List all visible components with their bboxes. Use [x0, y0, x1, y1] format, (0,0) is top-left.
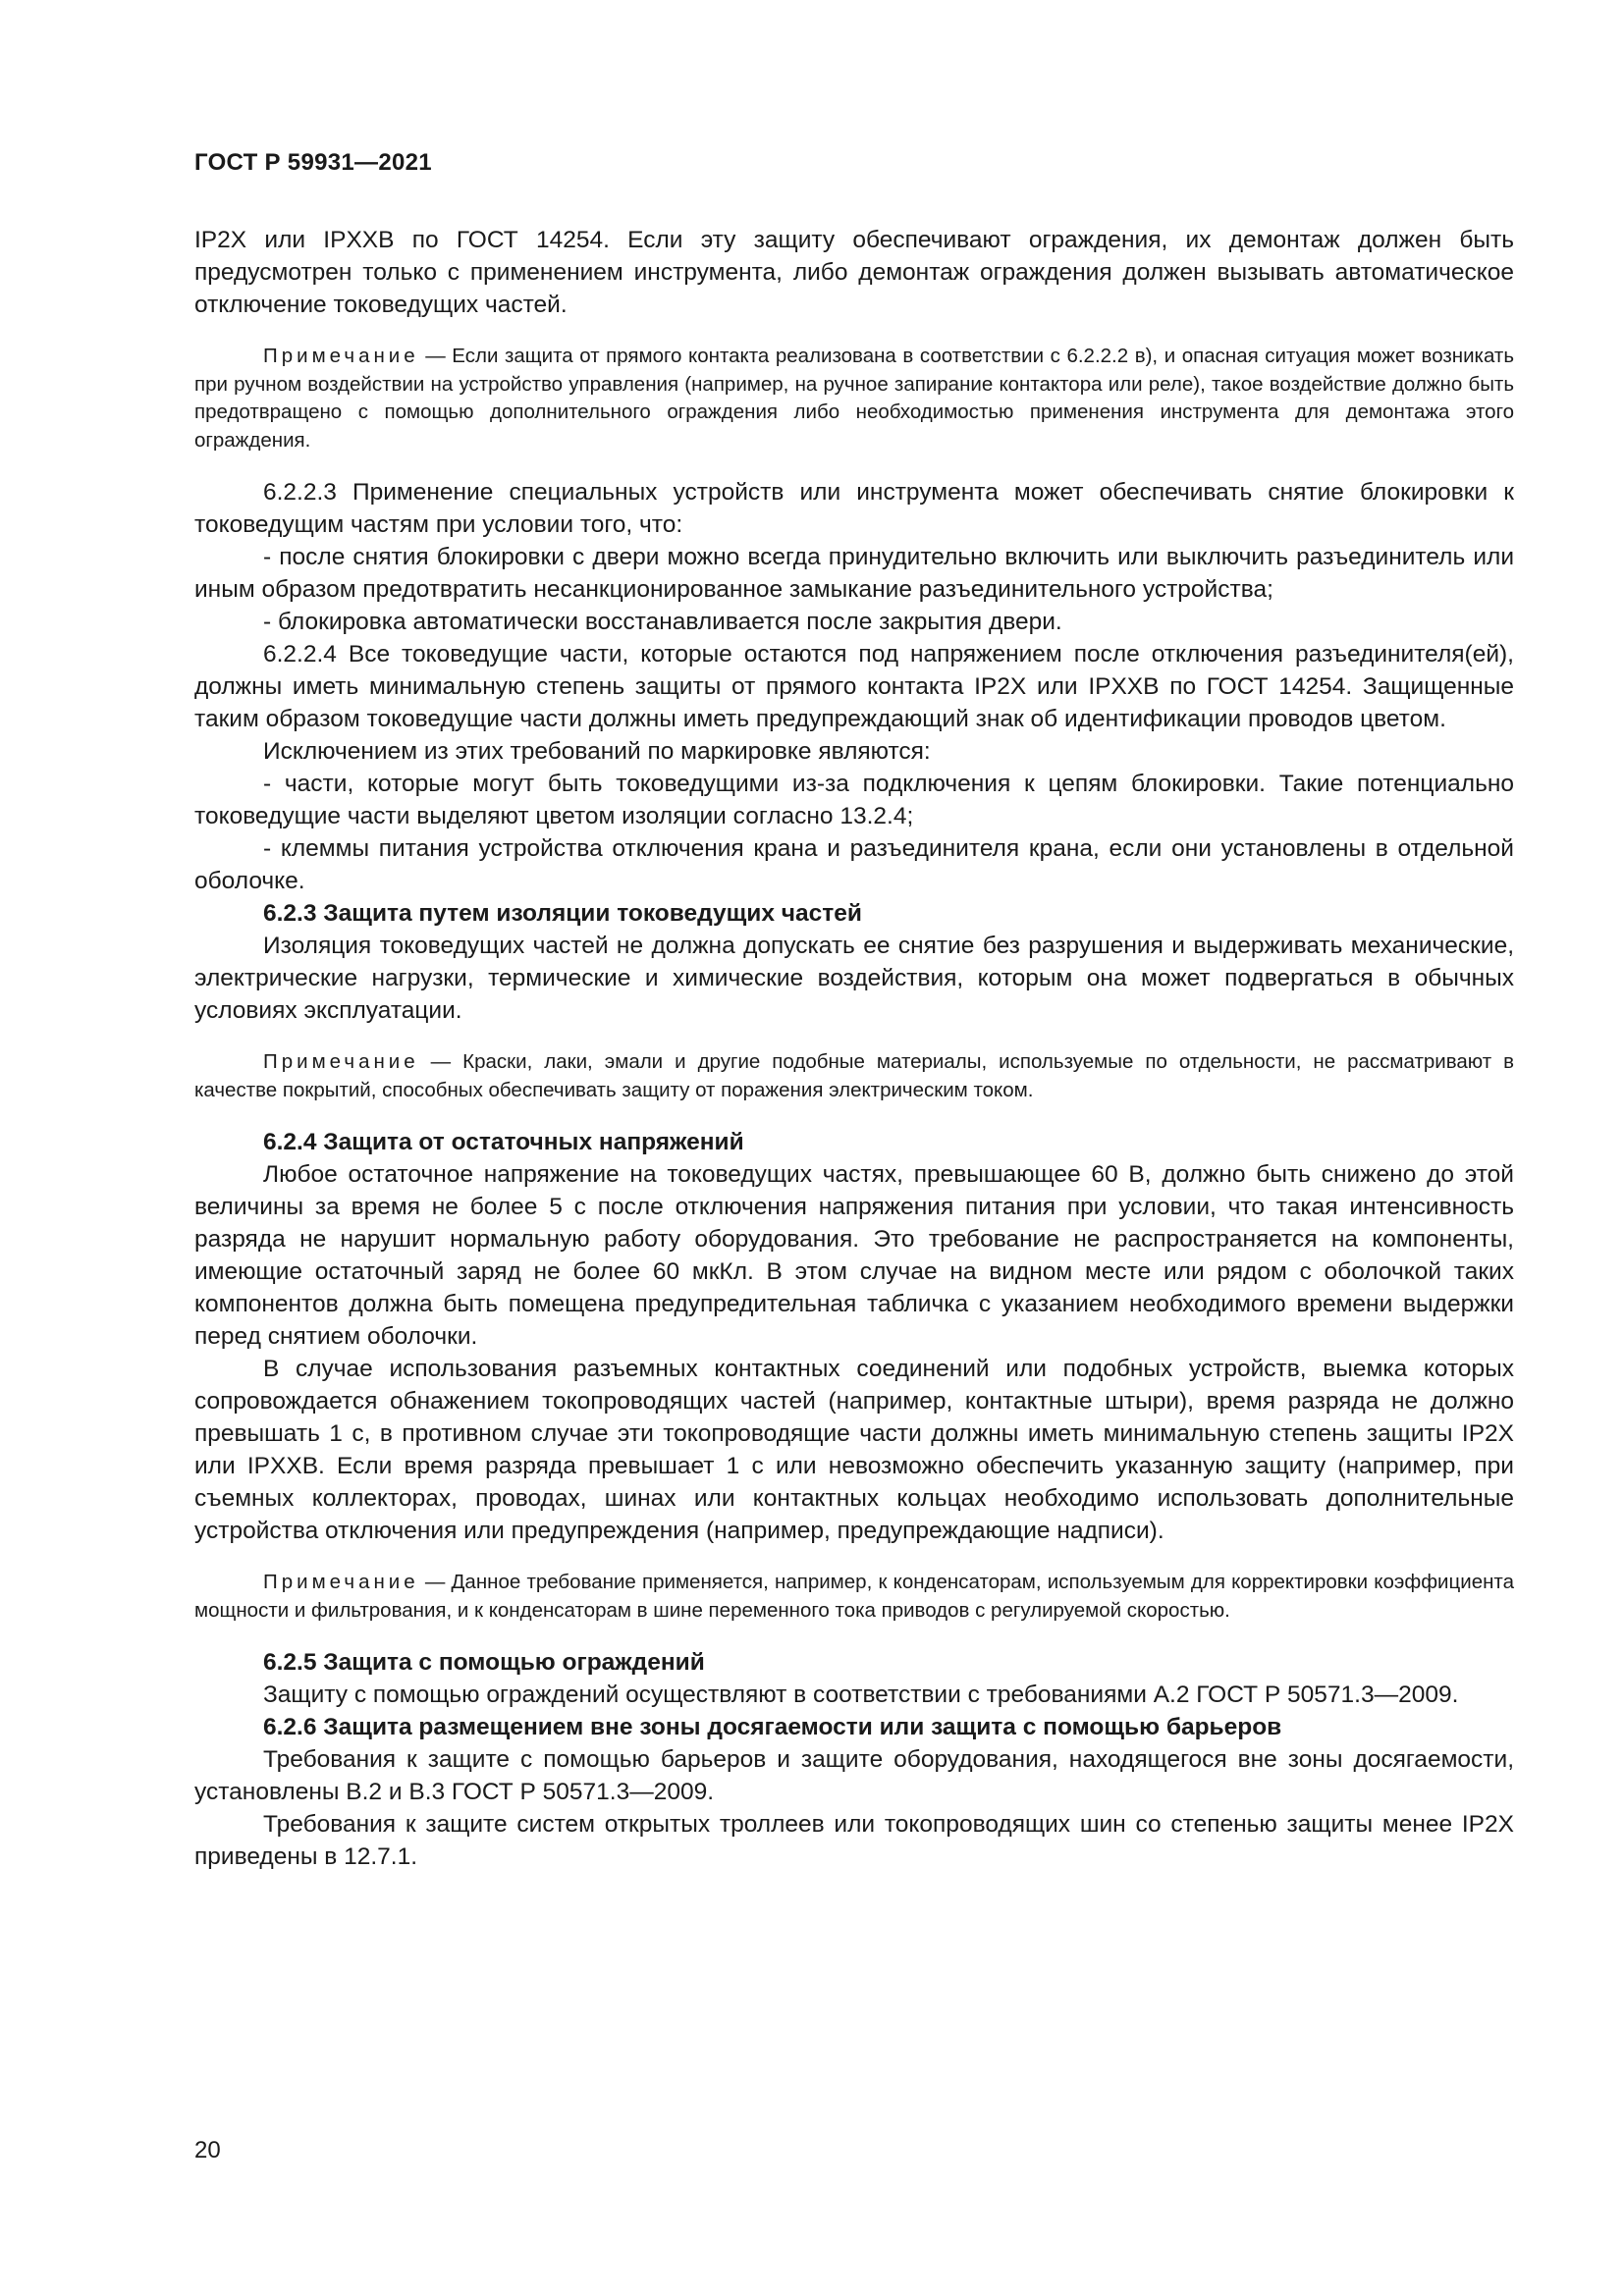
section-heading-6-2-6: 6.2.6 Защита размещением вне зоны досягаемости или защита с помощью барьеров: [263, 1714, 1282, 1740]
note-3: [194, 1569, 1514, 1625]
page-number: 20: [194, 2137, 221, 2163]
list-item: - после снятия блокировки с двери можно всегда принудительно включить или выключить разъединитель или иным образом предотвратить несанкционированное замыкание разъединительного устройства;: [194, 544, 1514, 603]
paragraph: Защиту с помощью ограждений осуществляют в соответствии с требованиями А.2 ГОСТ Р 50571.3—2009.: [263, 1682, 1459, 1708]
note-2: [194, 1048, 1514, 1104]
clause-6-2-2-3: 6.2.2.3 Применение специальных устройств или инструмента может обеспечивать снятие блокировки к токоведущим частям при условии того, что:: [194, 479, 1514, 538]
section-heading-6-2-3: 6.2.3 Защита путем изоляции токоведущих частей: [263, 900, 862, 927]
document-header: ГОСТ Р 59931—2021: [194, 149, 432, 176]
paragraph: Требования к защите с помощью барьеров и защите оборудования, находящегося вне зоны досягаемости, установлены В.2 и В.3 ГОСТ Р 50571.3—2009.: [194, 1746, 1514, 1805]
paragraph: Изоляция токоведущих частей не должна допускать ее снятие без разрушения и выдерживать механические, электрические нагрузки, термические и химические воздействия, которым она может подвергаться в обычных условиях эксплуатации.: [194, 933, 1514, 1024]
paragraph: В случае использования разъемных контактных соединений или подобных устройств, выемка которых сопровождается обнажением токопроводящих частей (например, контактные штыри), время разряда не должно превышать 1 с, в противном случае эти токопроводящие части должны иметь минимальную степень защиты IP2X или IPXXB. Если время разряда превышает 1 с или невозможно обеспечить указанную защиту (например, при съемных коллекторах, проводах, шинах или контактных кольцах необходимо использовать дополнительные устройства отключения или предупреждения (например, предупреждающие надписи).: [194, 1356, 1514, 1544]
note-text: — Данное требование применяется, например, к конденсаторам, используемым для корректировки коэффициента мощности и фильтрования, и к конденсаторам в шине переменного тока приводов с регулируемой скоростью.: [194, 1571, 1514, 1622]
exceptions-intro: Исключением из этих требований по маркировке являются:: [263, 738, 931, 765]
note-text: — Если защита от прямого контакта реализована в соответствии с 6.2.2.2 в), и опасная ситуация может возникать при ручном воздействии на устройство управления (например, на ручное запирание контактора или реле), такое воздействие должно быть предотвращено с помощью дополнительного ограждения либо необходимостью применения инструмента для демонтажа этого ограждения.: [194, 345, 1514, 452]
paragraph: Требования к защите систем открытых троллеев или токопроводящих шин со степенью защиты менее IP2X приведены в 12.7.1.: [194, 1811, 1514, 1870]
note-1: [194, 343, 1514, 454]
note-label: Примечание: [263, 1050, 419, 1073]
paragraph: Любое остаточное напряжение на токоведущих частях, превышающее 60 В, должно быть снижено до этой величины за время не более 5 с после отключения напряжения питания при условии, что такая интенсивность разряда не нарушит нормальную работу оборудования. Это требование не распространяется на компоненты, имеющие остаточный заряд не более 60 мкКл. В этом случае на видном месте или рядом с оболочкой таких компонентов должна быть помещена предупредительная табличка с указанием необходимого времени выдержки перед снятием оболочки.: [194, 1161, 1514, 1350]
note-text: — Краски, лаки, эмали и другие подобные материалы, используемые по отдельности, не рассматривают в качестве покрытий, способных обеспечивать защиту от поражения электрическим током.: [194, 1050, 1514, 1101]
clause-6-2-2-4: 6.2.2.4 Все токоведущие части, которые остаются под напряжением после отключения разъединителя(ей), должны иметь минимальную степень защиты от прямого контакта IP2X или IPXXB по ГОСТ 14254. Защищенные таким образом токоведущие части должны иметь предупреждающий знак об идентификации проводов цветом.: [194, 641, 1514, 732]
paragraph-continuation: IP2X или IPXXB по ГОСТ 14254. Если эту защиту обеспечивают ограждения, их демонтаж должен быть предусмотрен только с применением инструмента, либо демонтаж ограждения должен вызывать автоматическое отключение токоведущих частей.: [194, 227, 1514, 318]
list-item: - клеммы питания устройства отключения крана и разъединителя крана, если они установлены в отдельной оболочке.: [194, 835, 1514, 894]
section-heading-6-2-4: 6.2.4 Защита от остаточных напряжений: [263, 1129, 744, 1155]
note-label: Примечание: [263, 1571, 419, 1593]
list-item: - блокировка автоматически восстанавливается после закрытия двери.: [263, 609, 1062, 635]
note-label: Примечание: [263, 345, 419, 367]
document-body: [194, 224, 1514, 1873]
section-heading-6-2-5: 6.2.5 Защита с помощью ограждений: [263, 1649, 705, 1676]
list-item: - части, которые могут быть токоведущими из-за подключения к цепям блокировки. Такие потенциально токоведущие части выделяют цветом изоляции согласно 13.2.4;: [194, 771, 1514, 829]
